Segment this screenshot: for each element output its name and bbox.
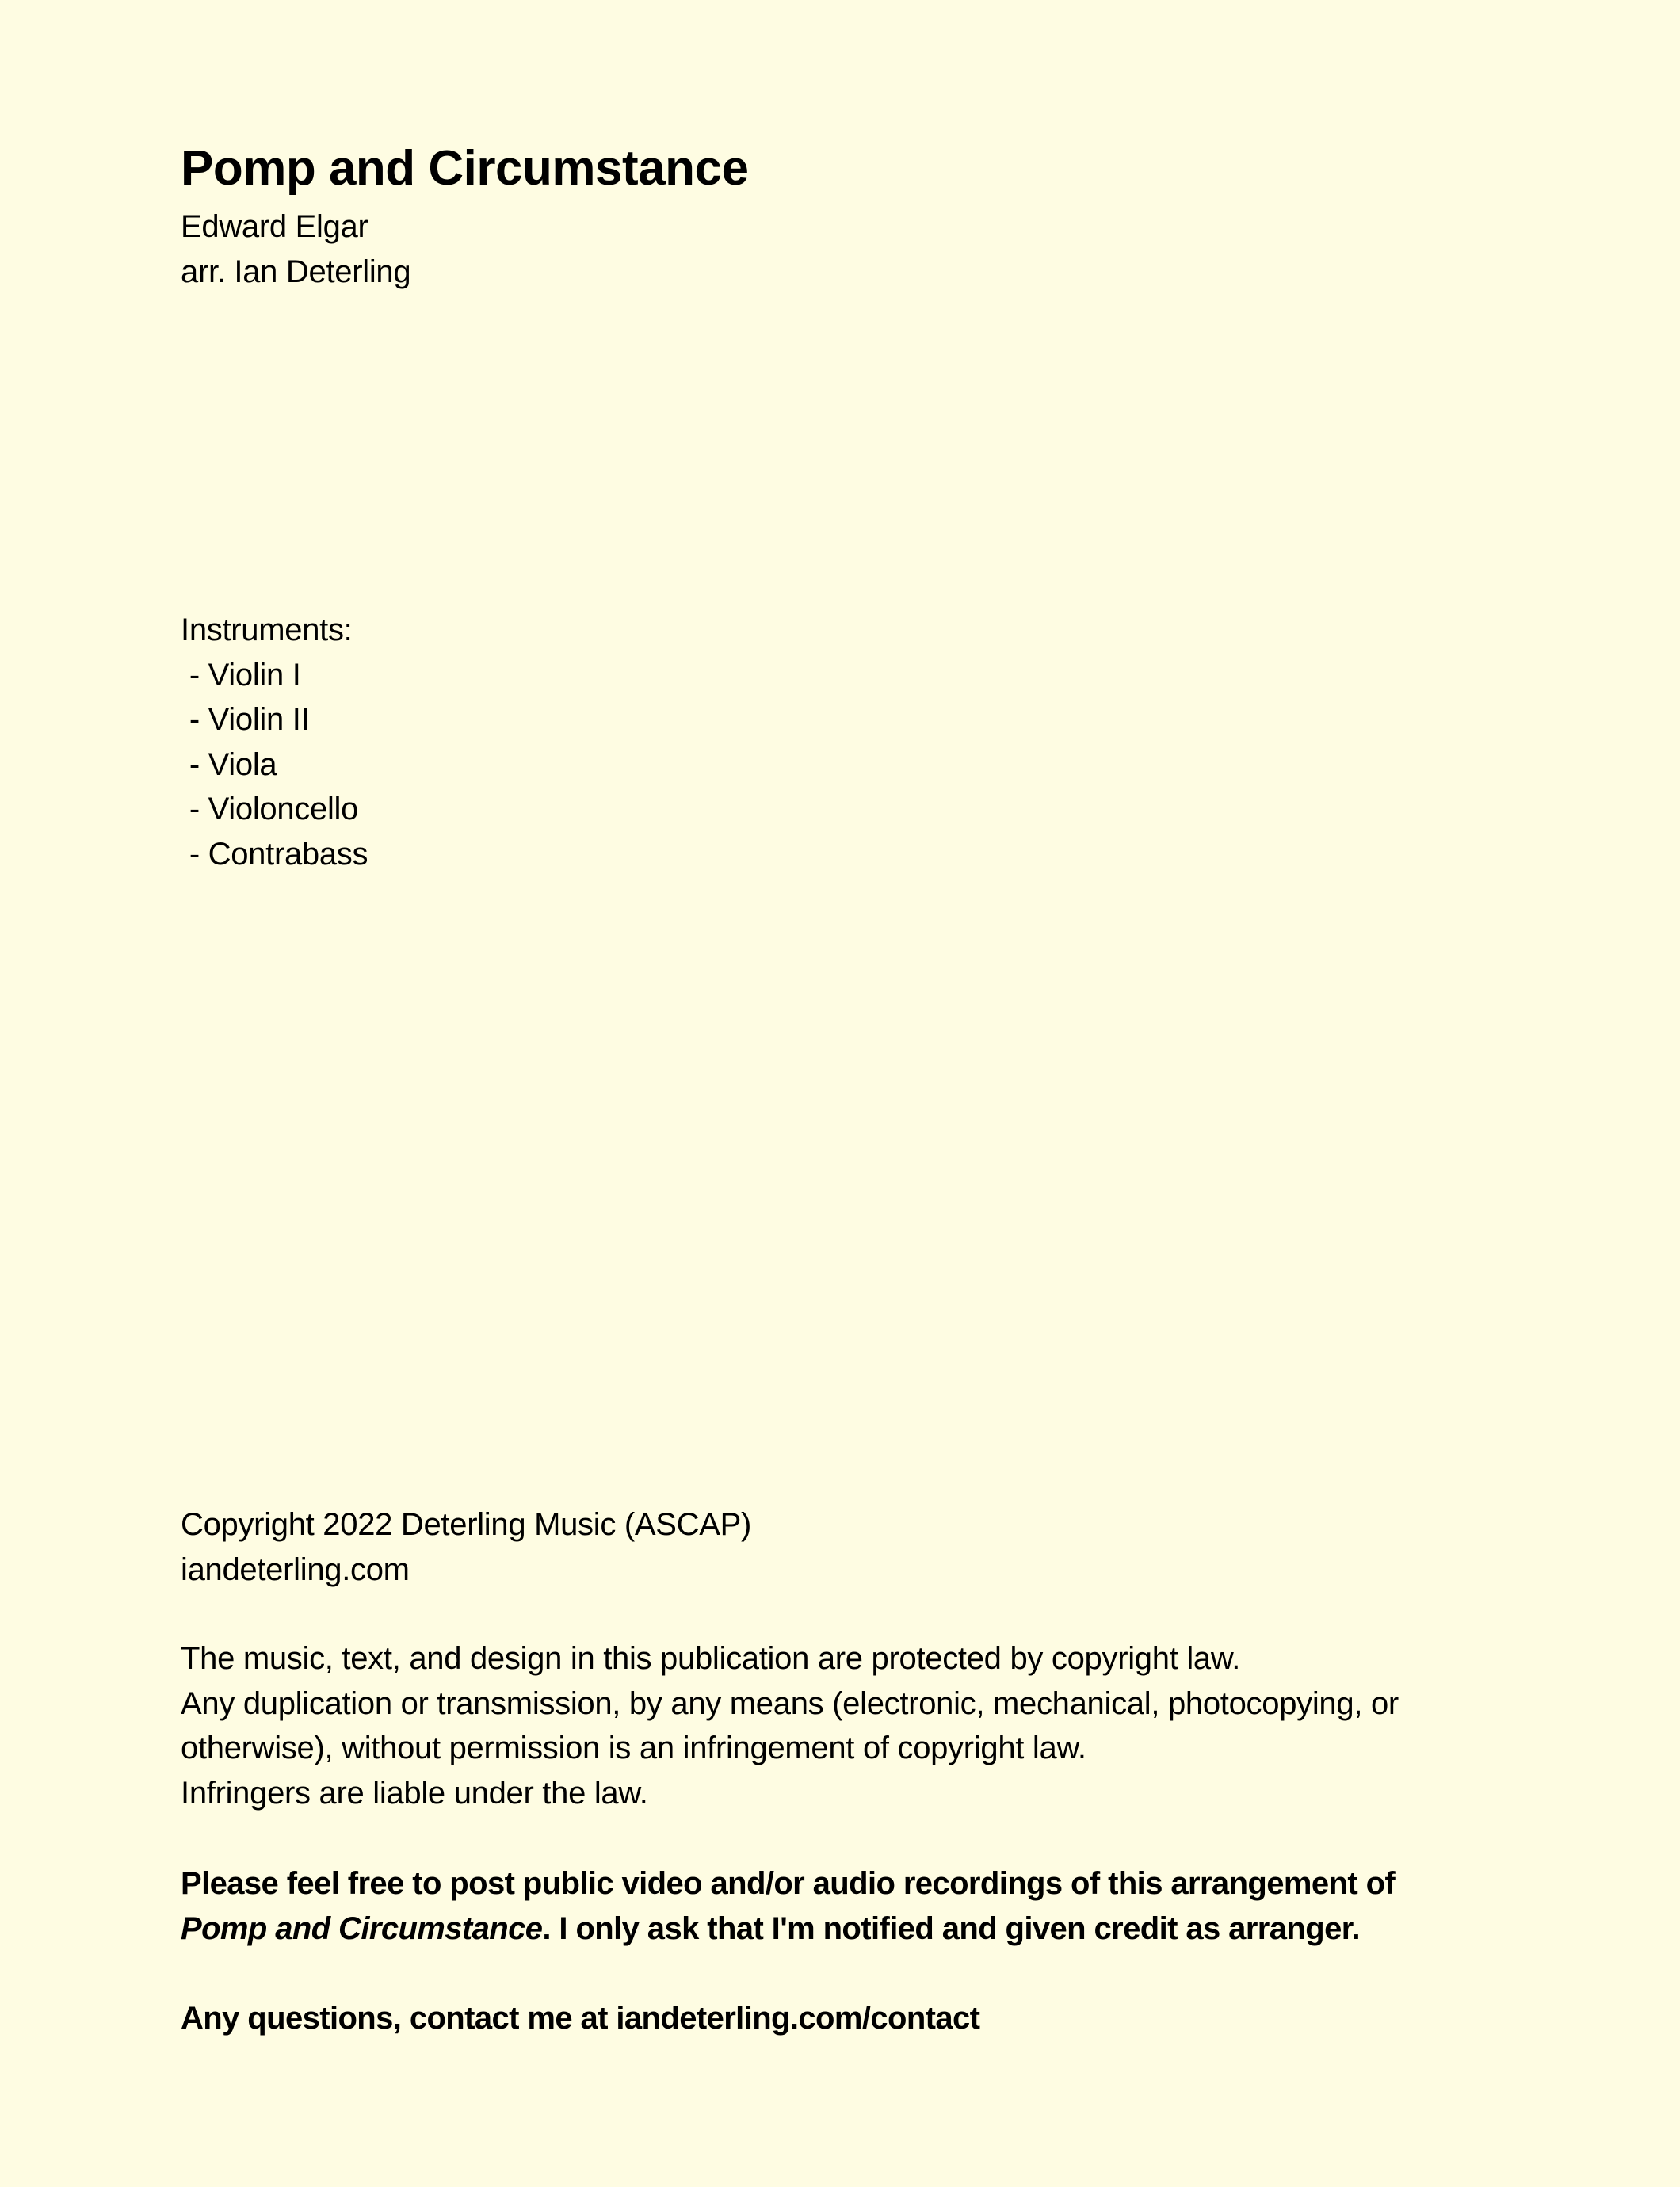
instrument-item: - Contrabass: [181, 836, 368, 872]
instrument-item: - Violoncello: [181, 792, 359, 826]
work-title-italic: Pomp and Circumstance: [181, 1910, 543, 1946]
notice-line: Infringers are liable under the law.: [181, 1775, 648, 1811]
copyright-line: Copyright 2022 Deterling Music (ASCAP): [181, 1507, 752, 1542]
recordings-permission: [181, 1861, 1544, 1951]
copyright-notice: [181, 1636, 1544, 1815]
composer-name: Edward Elgar: [181, 209, 368, 244]
title-block: [181, 141, 1544, 197]
arranger-name: arr. Ian Deterling: [181, 254, 411, 289]
notice-line: The music, text, and design in this publication are protected by copyright law.: [181, 1641, 1241, 1676]
notice-line: otherwise), without permission is an infringement of copyright law.: [181, 1731, 1086, 1765]
copyright-block: [181, 1502, 1544, 1592]
recordings-line: Please feel free to post public video and/or audio recordings of this arrangement of: [181, 1866, 1396, 1901]
instrument-item: - Violin II: [181, 702, 310, 737]
instruments-heading: Instruments:: [181, 613, 353, 647]
instruments-list: [181, 608, 1544, 876]
page-title: Pomp and Circumstance: [181, 141, 749, 196]
instrument-item: - Violin I: [181, 657, 301, 693]
website-text: iandeterling.com: [181, 1552, 410, 1587]
contact-block: [181, 1996, 1544, 2041]
credits-block: [181, 204, 1544, 294]
instrument-item: - Viola: [181, 746, 277, 782]
contact-text: Any questions, contact me at iandeterling.com/contact: [181, 2001, 980, 2036]
recordings-line-rest: . I only ask that I'm notified and given credit as arranger.: [542, 1910, 1360, 1946]
recordings-line: [181, 1906, 1544, 1952]
notice-line: Any duplication or transmission, by any means (electronic, mechanical, photocopying, or: [181, 1685, 1399, 1721]
